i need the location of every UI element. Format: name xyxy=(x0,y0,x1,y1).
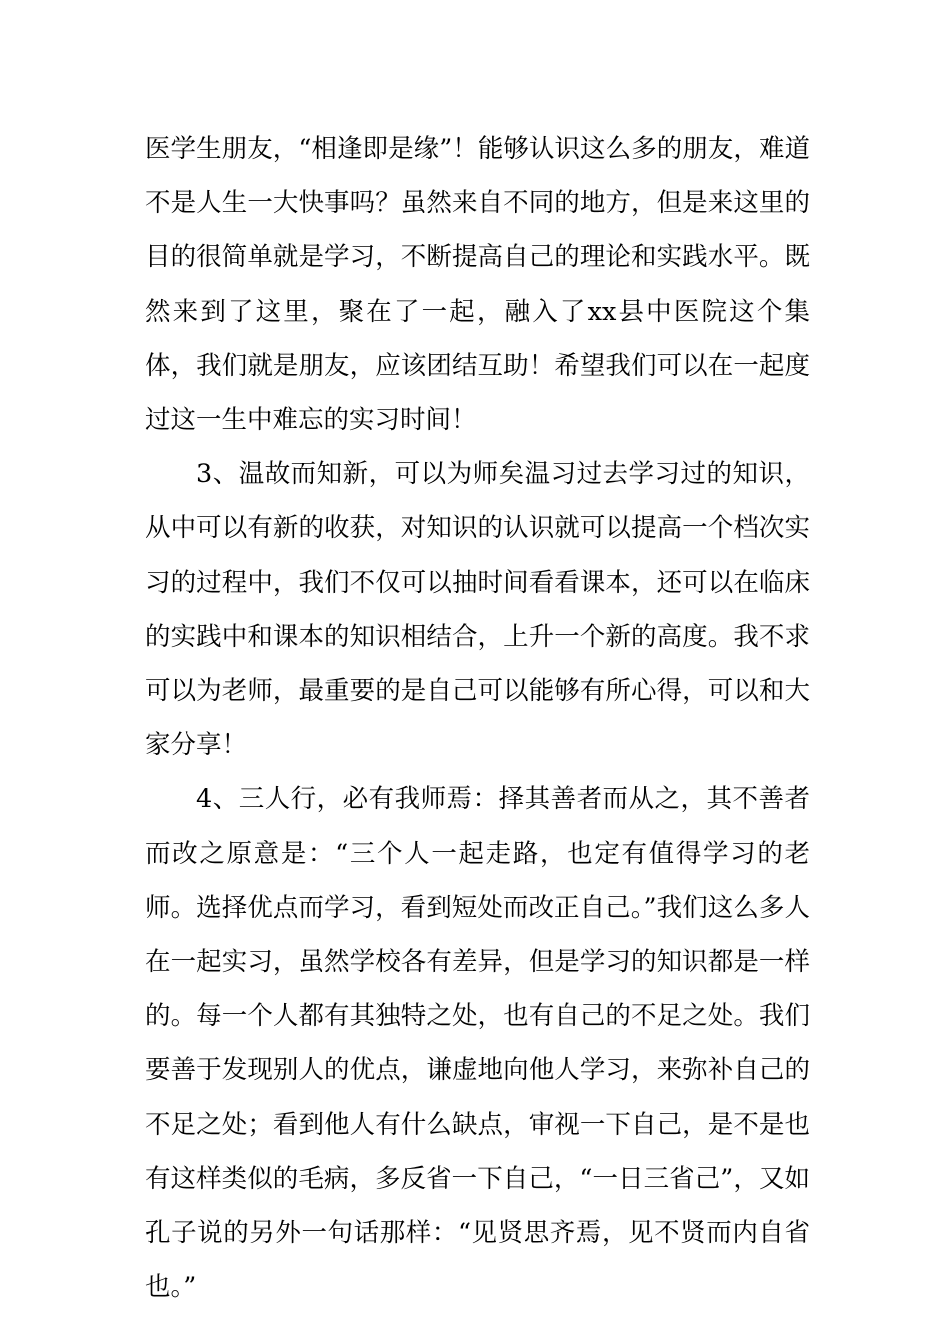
document-body xyxy=(145,122,810,1314)
paragraph-4: 4、三人行，必有我师焉：择其善者而从之，其不善者而改之原意是：“三个人一起走路，也定有值得学习的老师。选择优点而学习，看到短处而改正自己。”我们这么多人在一起实习，虽然学校各有差异，但是学习的知识都是一样的。每一个人都有其独特之处，也有自己的不足之处。我们要善于发现别人的优点，谦虚地向他人学习，来弥补自己的不足之处；看到他人有什么缺点，审视一下自己，是不是也有这样类似的毛病，多反省一下自己，“一日三省己”，又如孔子说的另外一句话那样：“见贤思齐焉，见不贤而内自省也。” xyxy=(145,784,810,1303)
paragraph-continued: 医学生朋友，“相逢即是缘”！能够认识这么多的朋友，难道不是人生一大快事吗？虽然来自不同的地方，但是来这里的目的很简单就是学习，不断提高自己的理论和实践水平。既然来到了这里，聚在了一起，融入了xx县中医院这个集体，我们就是朋友，应该团结互助！希望我们可以在一起度过这一生中难忘的实习时间！ xyxy=(145,134,810,436)
paragraph-3: 3、温故而知新，可以为师矣温习过去学习过的知识，从中可以有新的收获，对知识的认识就可以提高一个档次实习的过程中，我们不仅可以抽时间看看课本，还可以在临床的实践中和课本的知识相结合，上升一个新的高度。我不求可以为老师，最重要的是自己可以能够有所心得，可以和大家分享！ xyxy=(145,459,810,761)
